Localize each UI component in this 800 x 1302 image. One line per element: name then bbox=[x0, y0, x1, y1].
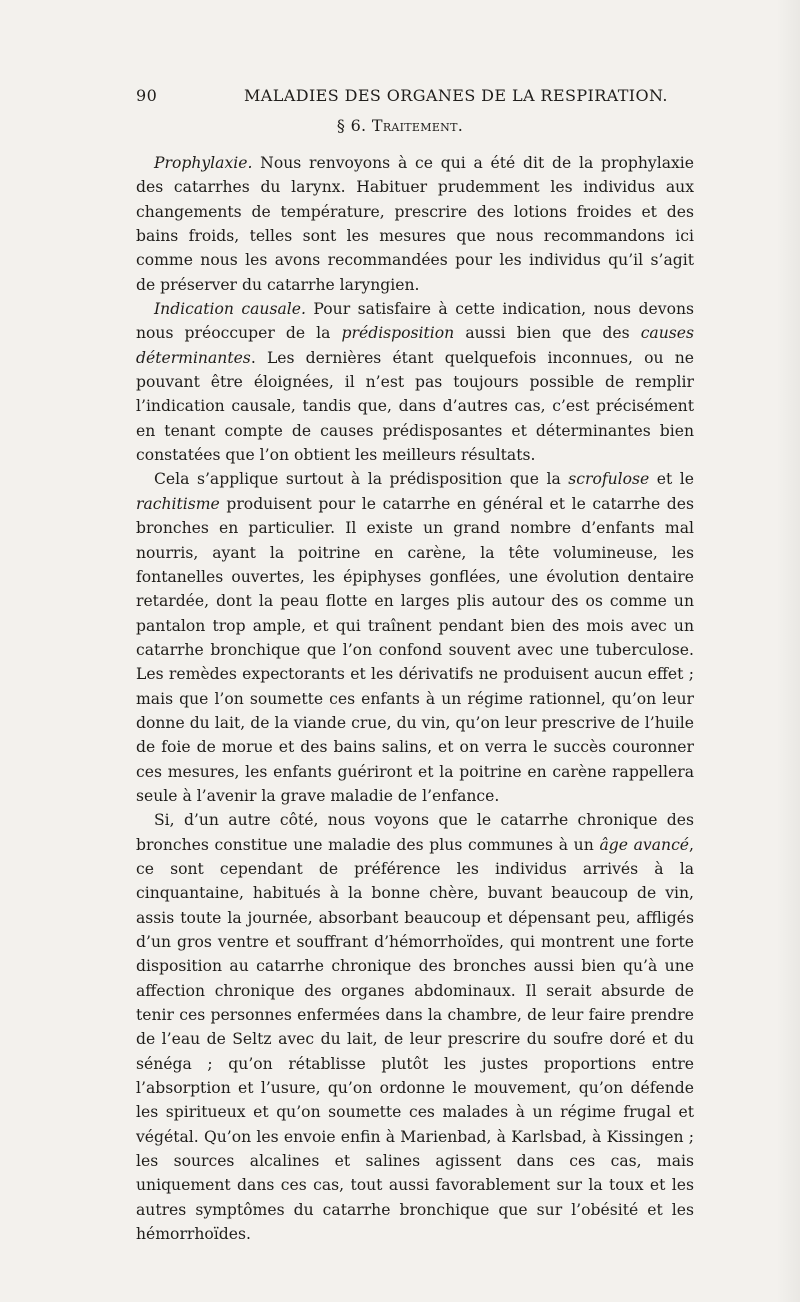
paragraph-text: et le bbox=[649, 470, 695, 489]
emphasis-text: scrofulose bbox=[568, 470, 650, 489]
paragraph-indication-causale bbox=[136, 297, 694, 467]
paragraph-scrofulose bbox=[136, 467, 694, 808]
page-number: 90 bbox=[136, 86, 158, 105]
paragraph-text: produisent pour le catarrhe en général et le catarrhe des bronches en particulier. Il existe un grand nombre d’enfants mal nourris, ayant la poitrine en carène, la tête volumineuse, les fontanelles ouvertes, les épiphyses gonflées, une évolution dentaire retardée, dont la peau flotte en larges plis autour des os comme un pantalon trop ample, et qui traînent pendant bien des mois avec un catarrhe bronchique que l’on confond souvent avec une tuberculose. Les remèdes expectorants et les dérivatifs ne produisent aucun effet ; mais que l’on soumette ces enfants à un régime rationnel, qu’on leur donne du lait, de la viande crue, du vin, qu’on leur prescrive de l’huile de foie de morue et des bains salins, et on verra le succès couronner ces mesures, les enfants guériront et la poitrine en carène rappellera seule à l’avenir la grave maladie de l’enfance. bbox=[136, 494, 694, 805]
page-edge-shadow bbox=[776, 0, 800, 1302]
paragraph-text: aussi bien que des bbox=[454, 324, 641, 343]
body-text bbox=[136, 151, 694, 1246]
section-heading bbox=[0, 116, 800, 135]
section-title: Traitement. bbox=[371, 116, 464, 135]
running-head bbox=[136, 86, 694, 108]
section-number: § 6. bbox=[336, 116, 367, 135]
running-head-title: MALADIES DES ORGANES DE LA RESPIRATION. bbox=[244, 86, 668, 105]
paragraph-text: Nous renvoyons à ce qui a été dit de la prophylaxie des catarrhes du larynx. Habituer prudemment les individus aux changements de température, prescrire des lotions froides et des bains froids, telles sont les mesures que nous recommandons ici comme nous les avons recommandées pour les individus qu’il s’agit de préserver du catarrhe laryngien. bbox=[136, 154, 694, 294]
paragraph-text: Si, d’un autre côté, nous voyons que le catarrhe chronique des bronches constitue une maladie des plus communes à un bbox=[136, 811, 694, 854]
emphasis-text: causes déterminantes bbox=[136, 324, 695, 367]
paragraph-lead: Prophylaxie. bbox=[154, 154, 253, 172]
paragraph-lead: Indication causale. bbox=[154, 300, 306, 319]
paragraph-text: Cela s’applique surtout à la prédisposition que la bbox=[154, 470, 569, 489]
emphasis-text: rachitisme bbox=[136, 494, 220, 513]
paragraph-text: Pour satisfaire à cette indication, nous devons nous préoccuper de la bbox=[136, 300, 694, 343]
emphasis-text: prédisposition bbox=[341, 324, 455, 343]
paragraph-age-avance bbox=[136, 808, 694, 1246]
paragraph-text: . Les dernières étant quelquefois inconnues, ou ne pouvant être éloignées, il n’est pas toujours possible de remplir l’indication causale, tandis que, dans d’autres cas, c’est précisément en tenant compte de causes prédisposantes et déterminantes bien constatées que l’on obtient les meilleurs résultats. bbox=[136, 348, 694, 465]
paragraph-text: , ce sont cependant de préférence les individus arrivés à la cinquantaine, habitués à la bonne chère, buvant beaucoup de vin, assis toute la journée, absorbant beaucoup et dépensant peu, affligés d’un gros ventre et souffrant d’hémorrhoïdes, qui montrent une forte disposition au catarrhe chronique des bronches aussi bien qu’à une affection chronique des organes abdominaux. Il serait absurde de tenir ces personnes enfermées dans la chambre, de leur faire prendre de l’eau de Seltz avec du lait, de leur prescrire du soufre doré et du sénéga ; qu’on rétablisse plutôt les justes proportions entre l’absorption et l’usure, qu’on ordonne le mouvement, qu’on défende les spiritueux et qu’on soumette ces malades à un régime frugal et végétal. Qu’on les envoie enfin à Marienbad, à Karlsbad, à Kissingen ; les sources alcalines et salines agissent dans ces cas, mais uniquement dans ces cas, tout aussi favorablement sur la toux et les autres symptômes du catarrhe bronchique que sur l’obésité et les hémorrhoïdes. bbox=[136, 835, 694, 1244]
paragraph-prophylaxie bbox=[136, 151, 694, 297]
emphasis-text: âge avancé bbox=[599, 835, 690, 854]
